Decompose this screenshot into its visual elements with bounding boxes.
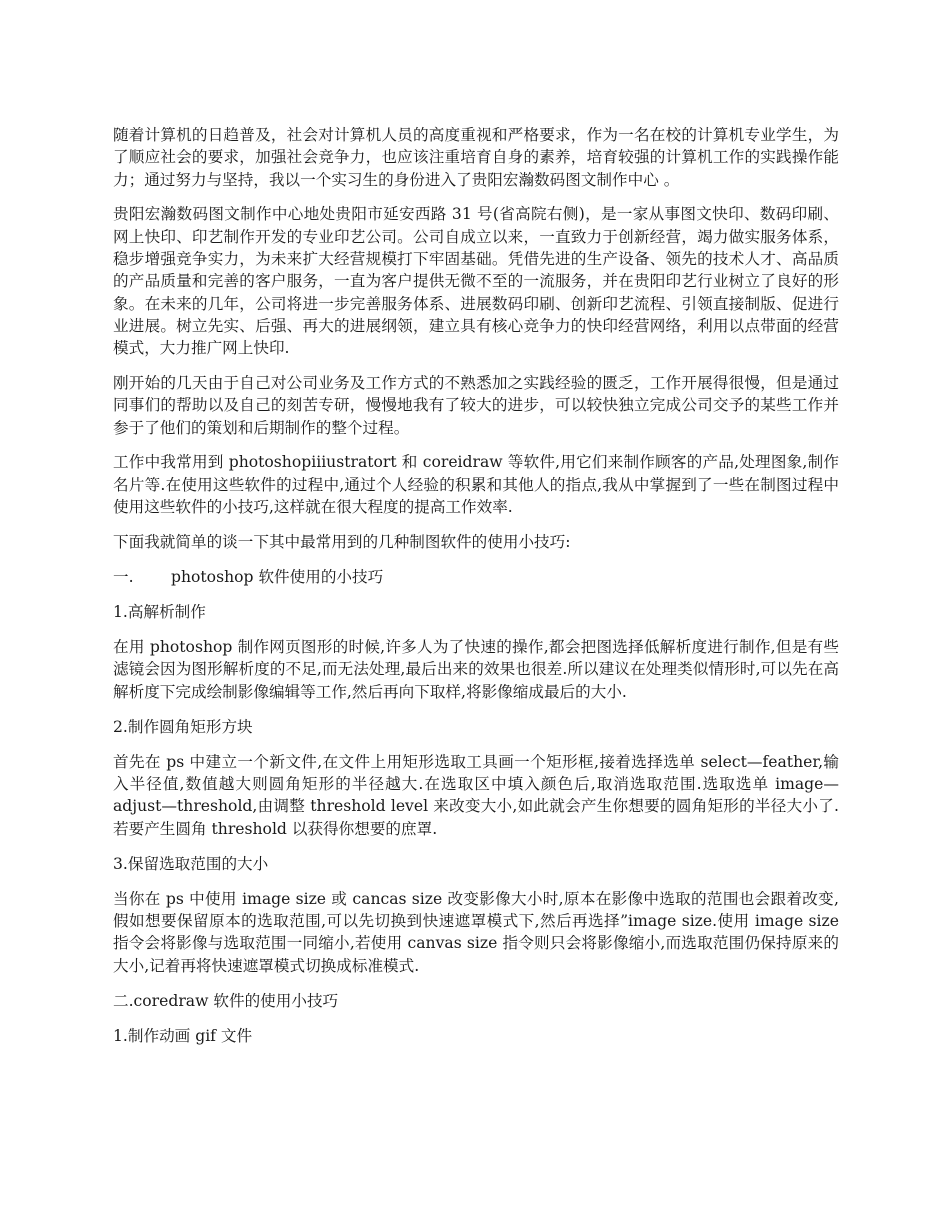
software-paragraph: 工作中我常用到 photoshopiiiustratort 和 coreidraw 等软件,用它们来制作顾客的产品,处理图象,制作名片等.在使用这些软件的过程中,通过个人经验的积累和其他人的指点,我从中掌握到了一些在制图过程中使用这些软件的小技巧,这样就在很大程度的提高工作效率.	[113, 453, 839, 516]
intro-paragraph: 随着计算机的日趋普及，社会对计算机人员的高度重视和严格要求，作为一名在校的计算机专业学生，为了顺应社会的要求，加强社会竞争力，也应该注重培育自身的素养，培育较强的计算机工作的实践操作能力；通过努力与坚持，我以一个实习生的身份进入了贵阳宏瀚数码图文制作中心 。	[113, 126, 839, 189]
company-paragraph: 贵阳宏瀚数码图文制作中心地处贵阳市延安西路 31 号(省高院右侧)，是一家从事图文快印、数码印刷、网上快印、印艺制作开发的专业印艺公司。公司自成立以来，一直致力于创新经营，竭力做实服务体系，稳步增强竞争实力，为未来扩大经营规模打下牢固基础。凭借先进的生产设备、领先的技术人才、高品质的产品质量和完善的客户服务，一直为客户提供无微不至的一流服务，并在贵阳印艺行业树立了良好的形象。在未来的几年，公司将进一步完善服务体系、进展数码印刷、创新印艺流程、引领直接制版、促进行业进展。树立先实、后强、再大的进展纲领，建立具有核心竞争力的快印经营网络，利用以点带面的经营模式，大力推广网上快印.	[113, 205, 839, 358]
document-page	[113, 124, 839, 1060]
section-title: photoshop 软件使用的小技巧	[171, 567, 384, 586]
tip-body-high-resolution: 在用 photoshop 制作网页图形的时候,许多人为了快速的操作,都会把图选择低解析度进行制作,但是有些滤镜会因为图形解析度的不足,而无法处理,最后出来的效果也很差.所以建议在处理类似情形时,可以先在高解析度下完成绘制影像编辑等工作,然后再向下取样,将影像缩成最后的大小.	[113, 638, 839, 701]
section-photoshop-heading	[113, 566, 839, 588]
section-number: 一.	[113, 567, 134, 586]
tip-heading-rounded-rectangle: 2.制作圆角矩形方块	[113, 717, 253, 736]
tip-heading-gif-animation: 1.制作动画 gif 文件	[113, 1026, 253, 1045]
tip-body-keep-selection: 当你在 ps 中使用 image size 或 cancas size 改变影像大小时,原本在影像中选取的范围也会跟着改变,假如想要保留原本的选取范围,可以先切换到快速遮罩模式下,然后再选择”image size.使用 image size 指令会将影像与选取范围一同缩小,若使用 canvas size 指令则只会将影像缩小,而选取范围仍保持原来的大小,记着再将快速遮罩模式切换成标准模式.	[113, 889, 839, 975]
tip-body-rounded-rectangle: 首先在 ps 中建立一个新文件,在文件上用矩形选取工具画一个矩形框,接着选择选单 select—feather,输入半径值,数值越大则圆角矩形的半径越大.在选取区中填入颜色后,取消选取范围.选取选单 image—adjust—threshold,由调整 threshold level 来改变大小,如此就会产生你想要的圆角矩形的半径大小了.若要产生圆角 threshold 以获得你想要的庶罩.	[113, 752, 839, 838]
tip-heading-high-resolution: 1.高解析制作	[113, 602, 206, 621]
tip-heading-keep-selection: 3.保留选取范围的大小	[113, 854, 269, 873]
experience-paragraph: 刚开始的几天由于自己对公司业务及工作方式的不熟悉加之实践经验的匮乏，工作开展得很慢，但是通过同事们的帮助以及自己的刻苦专研，慢慢地我有了较大的进步，可以较快独立完成公司交予的某些工作并参于了他们的策划和后期制作的整个过程。	[113, 373, 839, 437]
lead-in-paragraph: 下面我就简单的谈一下其中最常用到的几种制图软件的使用小技巧:	[113, 532, 571, 551]
section-coredraw-heading: 二.coredraw 软件的使用小技巧	[113, 991, 339, 1010]
